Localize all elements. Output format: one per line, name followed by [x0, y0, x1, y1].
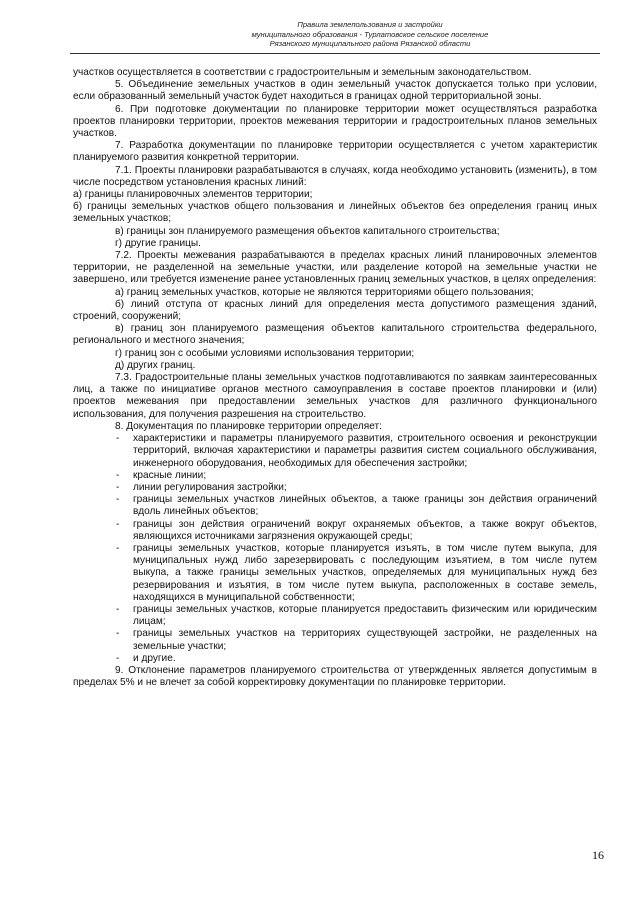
paragraph-5: 5. Объединение земельных участков в один земельный участок допускается только при условии, если образованный земельный участок будет находиться в границах одной территориальной зоны.: [73, 79, 597, 103]
document-body: [73, 67, 597, 689]
list-item: [73, 482, 597, 494]
list-item-text: границы земельных участков на территориях существующей застройки, не разделенных на земельные участки;: [133, 628, 597, 652]
paragraph-7-1: 7.1. Проекты планировки разрабатываются в случаях, когда необходимо установить (изменить), в том числе посредством установления красных линий:: [73, 164, 597, 188]
paragraph-7-2-e: д) других границ.: [115, 359, 196, 371]
list-item: [73, 433, 597, 470]
paragraph-8: 8. Документация по планировке территории определяет:: [115, 420, 382, 432]
list-item-text: линии регулирования застройки;: [133, 481, 287, 493]
paragraph-continuation: участков осуществляется в соответствии с градостроительным и земельным законодательством.: [73, 67, 532, 78]
paragraph-7-2-d: г) границ зон с особыми условиями использования территории;: [115, 347, 415, 359]
dash-bullet: -: [116, 433, 120, 445]
dash-bullet: -: [116, 628, 120, 640]
paragraph-9: 9. Отклонение параметров планируемого строительства от утвержденных является допустимым в пределах 5% и не влечет за собой корректировку документации по планировке территории.: [73, 664, 597, 689]
paragraph-7-3: 7.3. Градостроительные планы земельных участков подготавливаются по заявкам заинтересованных лиц, а также по инициативе органов местного самоуправления в составе проектов планировки и (или) проектов межевания при предоставлении земельных участков для различного функционального использования, для получения разрешения на строительство.: [73, 372, 597, 420]
list-item-text: границы зон действия ограничений вокруг охраняемых объектов, а также вокруг объектов, являющихся источниками загрязнения окружающей среды;: [133, 518, 597, 542]
paragraph-7-1-a: а) границы планировочных элементов территории;: [73, 189, 313, 201]
dash-bullet: -: [116, 469, 120, 481]
list-item: [73, 470, 597, 482]
list-item: [73, 628, 597, 652]
paragraph-6: 6. При подготовке документации по планировке территории может осуществляться разработка проектов планировки территории, проектов межевания территории и градостроительных планов земельных участков.: [73, 103, 597, 140]
list-8: [73, 433, 597, 665]
dash-bullet: -: [116, 494, 120, 506]
paragraph-7-1-b: б) границы земельных участков общего пользования и линейных объектов без определения границ иных земельных участков;: [73, 201, 597, 225]
paragraph-7-2-c: в) границ зон планируемого размещения объектов капитального строительства федерального, регионального и местного значения;: [73, 323, 597, 347]
list-item: [73, 543, 597, 604]
page-header: [140, 20, 600, 49]
list-item-text: и другие.: [133, 652, 176, 664]
paragraph-7: 7. Разработка документации по планировке территории осуществляется с учетом характеристик планируемого развития конкретной территории.: [73, 140, 597, 164]
list-item-text: границы земельных участков, которые планируется предоставить физическим или юридическим лицам;: [133, 603, 597, 628]
header-line-2: муниципального образования - Турлатовское сельское поселение: [251, 29, 489, 39]
list-item: [73, 653, 597, 665]
dash-bullet: -: [116, 481, 120, 493]
page-number: 16: [592, 848, 604, 862]
list-item-text: границы земельных участков линейных объектов, а также границы зон действия ограничений вдоль линейных объектов;: [133, 494, 597, 518]
dash-bullet: -: [116, 542, 120, 554]
list-item: [73, 519, 597, 543]
header-line-3: Рязанского муниципального района Рязанской области: [269, 39, 471, 49]
list-item-text: границы земельных участков, которые планируется изъять, в том числе путем выкупа, для муниципальных нужд либо зарезервировать с последующим изъятием, в том числе путем выкупа, а также границы земельных участков, определяемых для муниципальных нужд без резервирования и изъятия, в том числе путем выкупа, расположенных в составе земель, находящихся в муниципальной собственности;: [133, 542, 597, 603]
paragraph-7-2-a: а) границ земельных участков, которые не являются территориями общего пользования;: [115, 286, 534, 298]
dash-bullet: -: [116, 603, 120, 615]
dash-bullet: -: [116, 518, 120, 530]
dash-bullet: -: [116, 652, 120, 664]
list-item-text: характеристики и параметры планируемого развития, строительного освоения и реконструкции территорий, включая характеристики и параметры развития систем социального обслуживания, инженерного оборудования, необходимых для обеспечения застройки;: [133, 433, 597, 469]
paragraph-7-2-b: б) линий отступа от красных линий для определения места допустимого размещения зданий, строений, сооружений;: [73, 298, 597, 323]
list-item-text: красные линии;: [133, 469, 207, 481]
paragraph-7-2: 7.2. Проекты межевания разрабатываются в пределах красных линий планировочных элементов территории, не разделенной на земельные участки, или разделение которой на земельные участки не завершено, или требуется изменение ранее установленных границ земельных участков, в целях определения:: [73, 250, 597, 286]
paragraph-7-1-c: в) границы зон планируемого размещения объектов капитального строительства;: [115, 225, 500, 237]
paragraph-7-1-d: г) другие границы.: [115, 237, 201, 249]
list-item: [73, 494, 597, 518]
list-item: [73, 604, 597, 628]
header-divider: [70, 53, 600, 54]
header-line-1: Правила землепользования и застройки: [297, 20, 443, 29]
